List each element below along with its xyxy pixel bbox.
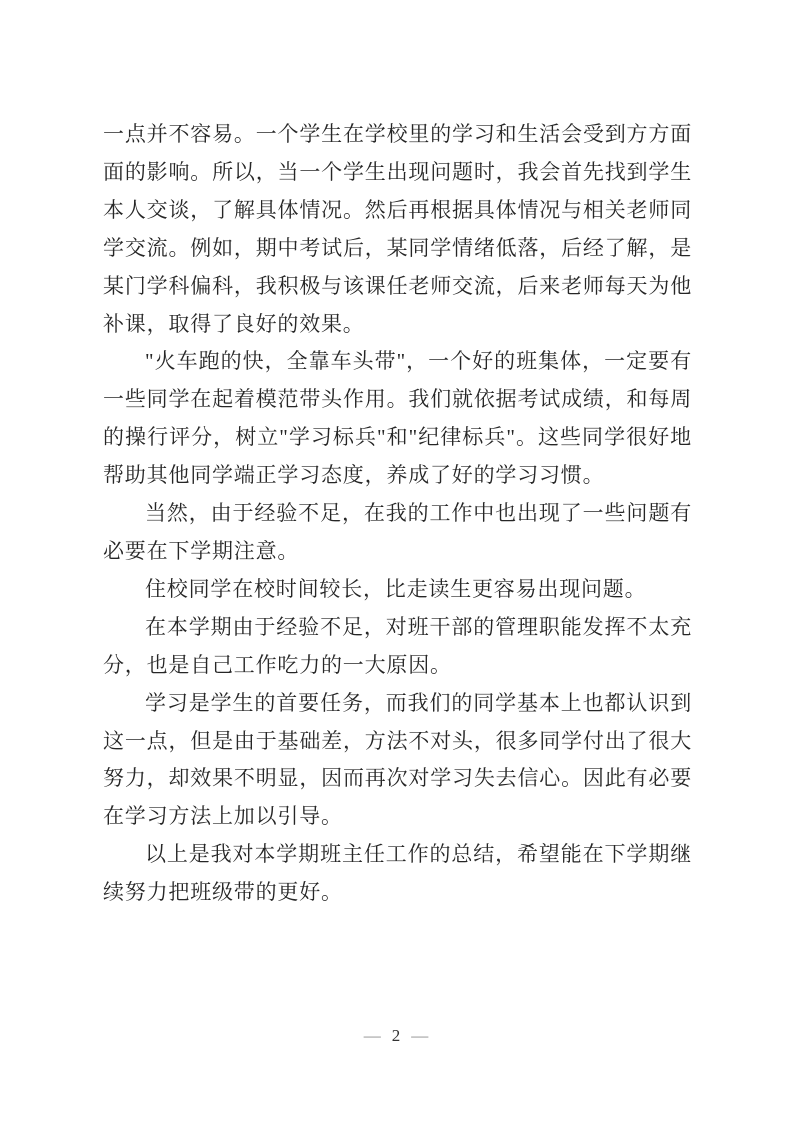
body-paragraph: 一点并不容易。一个学生在学校里的学习和生活会受到方方面面的影响。所以，当一个学生出现问题时，我会首先找到学生本人交谈，了解具体情况。然后再根据具体情况与相关老师同学交流。例如，期中考试后，某同学情绪低落，后经了解，是某门学科偏科，我积极与该课任老师交流，后来老师每天为他补课，取得了良好的效果。 xyxy=(103,122,692,336)
document-body xyxy=(103,116,692,912)
body-paragraph: 当然，由于经验不足，在我的工作中也出现了一些问题有必要在下学期注意。 xyxy=(103,501,692,563)
footer-dash-left: — xyxy=(363,1026,382,1045)
footer-dash-right: — xyxy=(411,1026,430,1045)
page-footer xyxy=(0,1026,793,1046)
body-paragraph: 住校同学在校时间较长，比走读生更容易出现问题。 xyxy=(145,576,647,601)
body-paragraph: 学习是学生的首要任务，而我们的同学基本上也都认识到这一点，但是由于基础差，方法不对头，很多同学付出了很大努力，却效果不明显，因而再次对学习失去信心。因此有必要在学习方法上加以引导。 xyxy=(103,690,692,829)
body-paragraph: 以上是我对本学期班主任工作的总结，希望能在下学期继续努力把班级带的更好。 xyxy=(103,842,692,905)
body-paragraph: "火车跑的快，全靠车头带"，一个好的班集体，一定要有一些同学在起着模范带头作用。我们就依据考试成绩，和每周的操行评分，树立"学习标兵"和"纪律标兵"。这些同学很好地帮助其他同学端正学习态度，养成了好的学习习惯。 xyxy=(103,349,692,488)
body-paragraph: 在本学期由于经验不足，对班干部的管理职能发挥不太充分，也是自己工作吃力的一大原因。 xyxy=(103,614,692,677)
page-number: 2 xyxy=(391,1026,402,1045)
